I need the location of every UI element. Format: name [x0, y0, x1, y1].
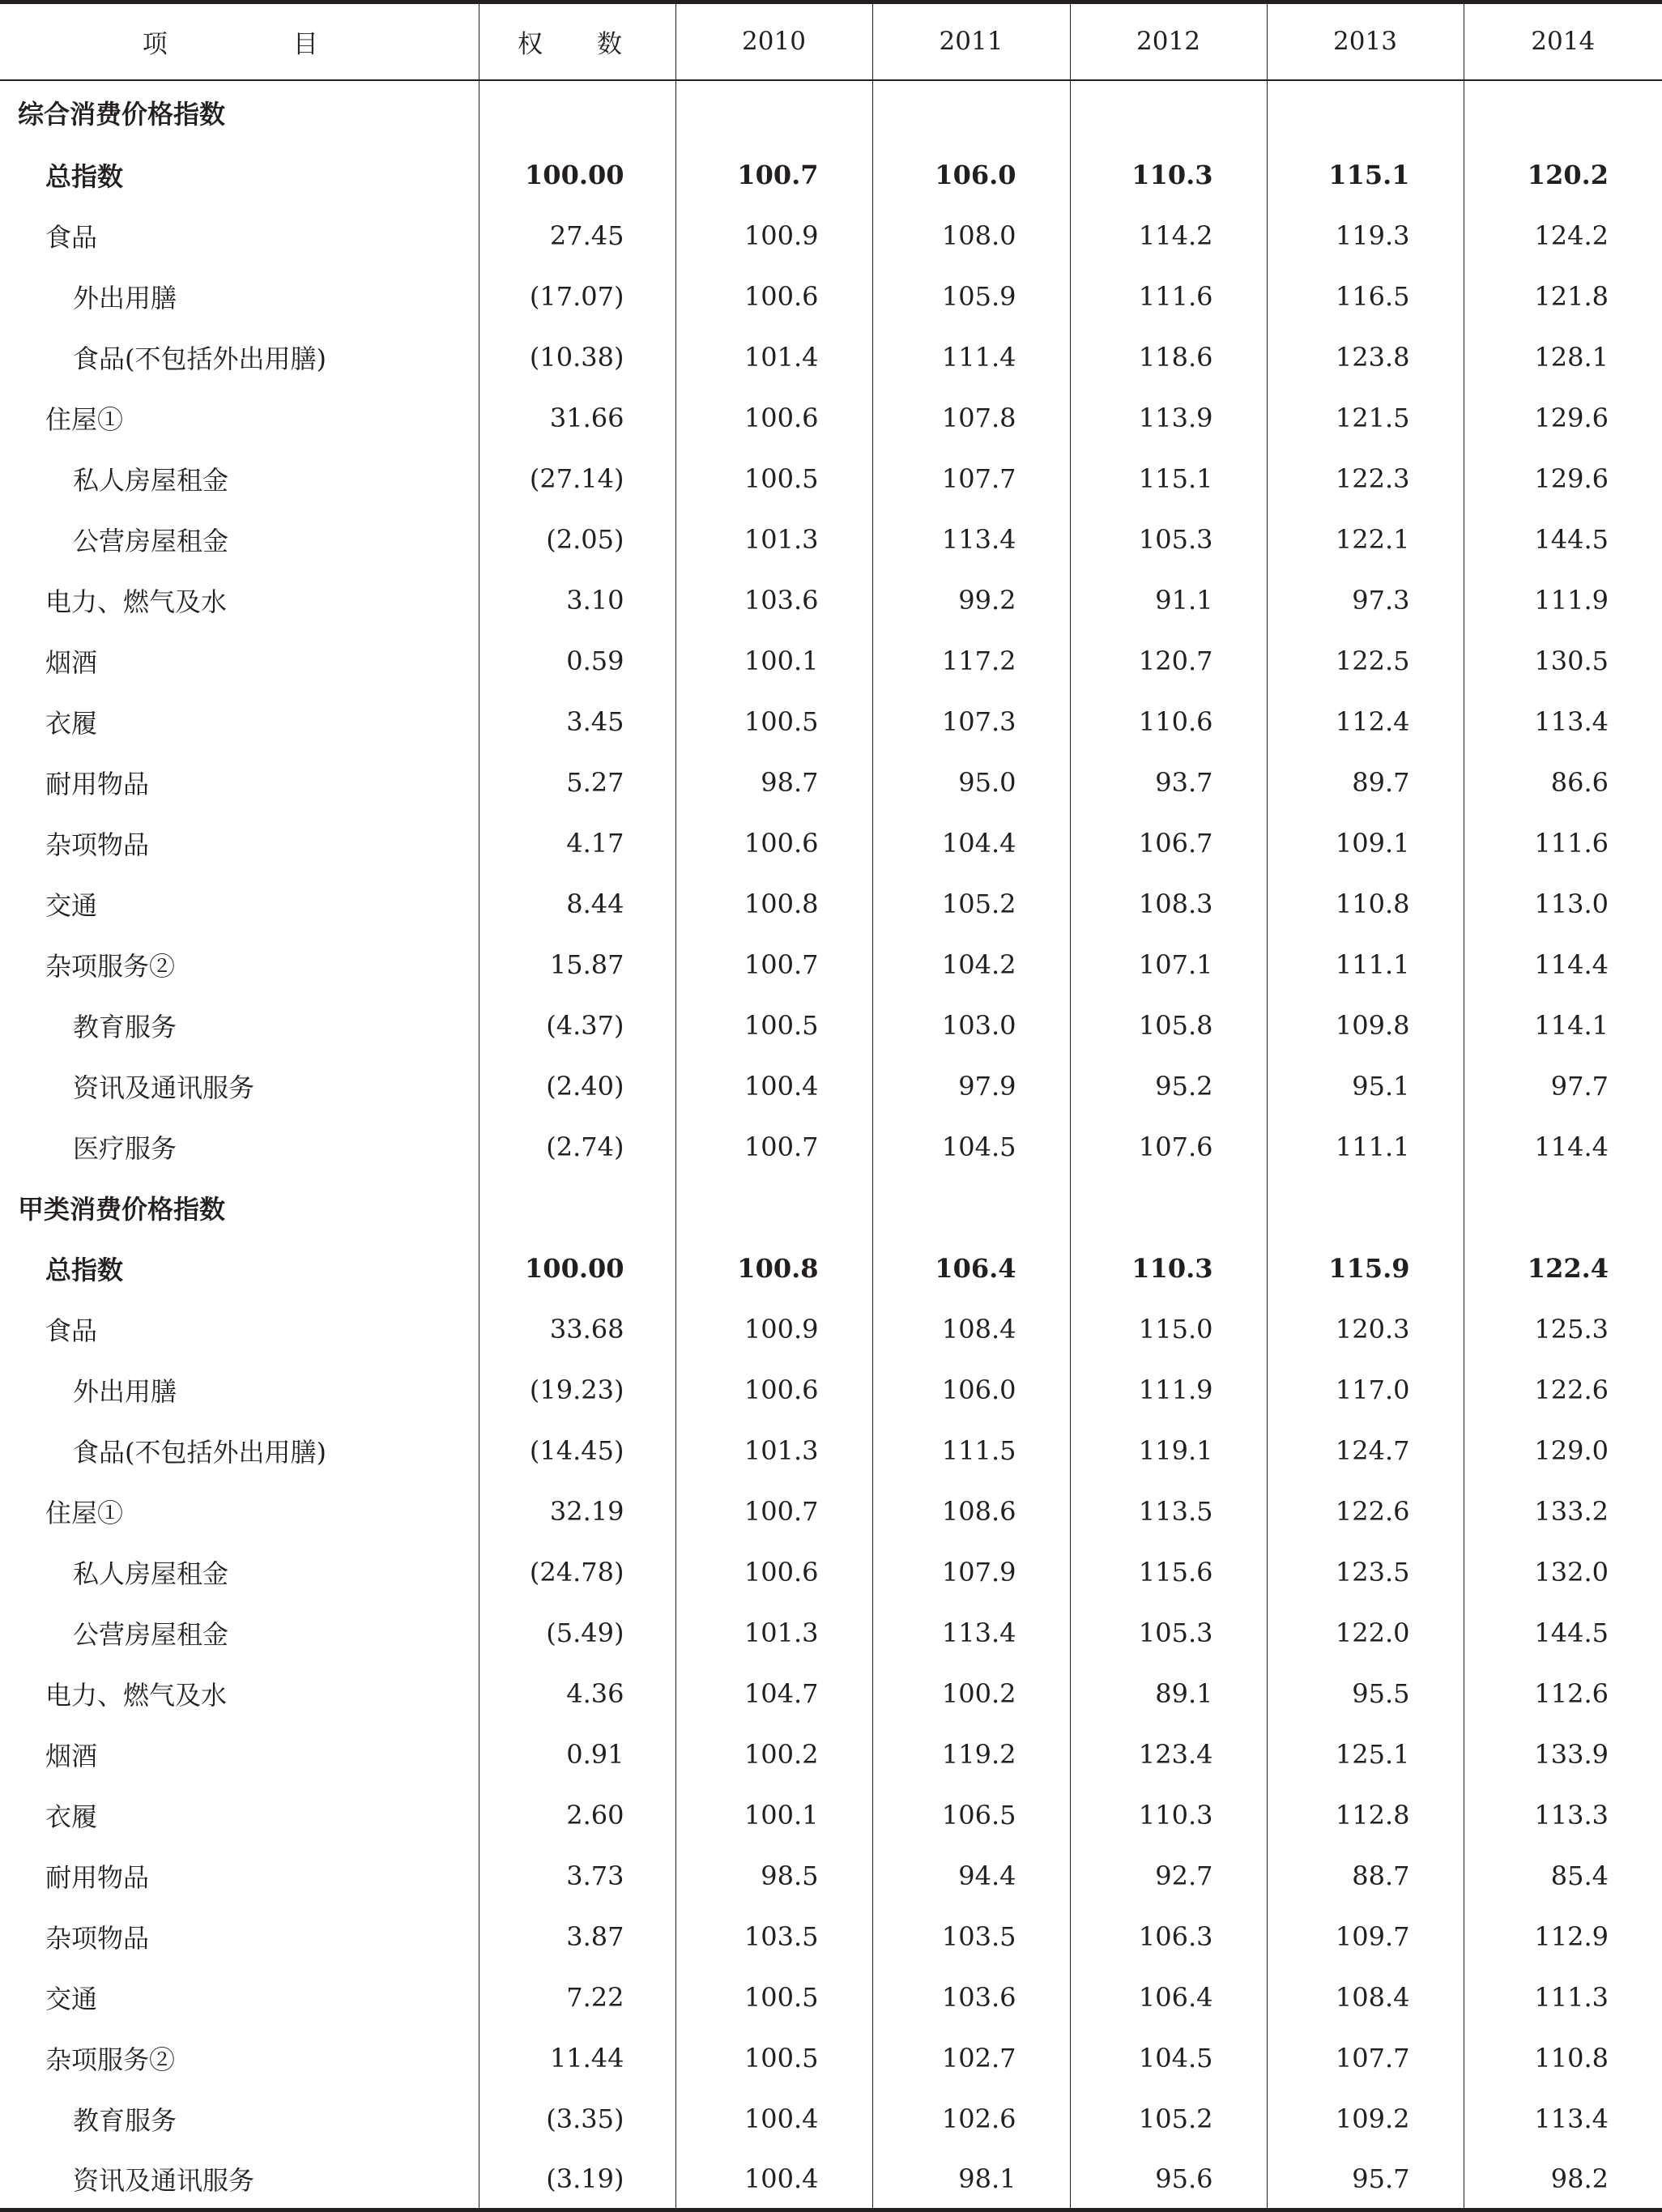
- value-cell-2011: 106.5: [872, 1785, 1070, 1846]
- value-cell-2011: 94.4: [872, 1846, 1070, 1907]
- value-cell-2014: 112.6: [1464, 1664, 1662, 1724]
- value-cell-2013: 95.7: [1267, 2150, 1464, 2210]
- value-cell-2012: [1070, 80, 1267, 145]
- weight-cell: (3.19): [479, 2150, 675, 2210]
- value-cell-2011: 106.0: [872, 1360, 1070, 1421]
- value-cell-2011: 103.6: [872, 1967, 1070, 2028]
- weight-cell: (2.40): [479, 1056, 675, 1117]
- value-cell-2011: 107.3: [872, 692, 1070, 752]
- value-cell-2010: 100.2: [675, 1724, 872, 1785]
- table-row: [0, 2089, 1662, 2150]
- value-cell-2013: 95.1: [1267, 1056, 1464, 1117]
- row-label: 杂项物品: [45, 1923, 150, 1954]
- value-cell-2011: 111.5: [872, 1421, 1070, 1481]
- value-cell-2014: 113.3: [1464, 1785, 1662, 1846]
- value-cell-2011: 117.2: [872, 631, 1070, 692]
- value-cell-2010: 100.5: [675, 449, 872, 509]
- header-year-2010: 2010: [675, 2, 872, 80]
- value-cell-2010: 100.7: [675, 1117, 872, 1178]
- value-cell-2013: 111.1: [1267, 1117, 1464, 1178]
- value-cell-2010: 98.5: [675, 1846, 872, 1907]
- value-cell-2012: 108.3: [1070, 874, 1267, 935]
- value-cell-2011: 103.5: [872, 1907, 1070, 1967]
- table-row: [0, 509, 1662, 570]
- value-cell-2013: 95.5: [1267, 1664, 1464, 1724]
- table-row: [0, 692, 1662, 752]
- header-year-2011: 2011: [872, 2, 1070, 80]
- row-label: 耐用物品: [45, 769, 150, 799]
- value-cell-2014: 85.4: [1464, 1846, 1662, 1907]
- table-row: [0, 874, 1662, 935]
- table-row: [0, 570, 1662, 631]
- value-cell-2012: 110.3: [1070, 1238, 1267, 1299]
- value-cell-2010: 103.5: [675, 1907, 872, 1967]
- value-cell-2010: 100.7: [675, 935, 872, 995]
- value-cell-2011: 102.6: [872, 2089, 1070, 2150]
- value-cell-2014: 114.1: [1464, 995, 1662, 1056]
- weight-cell: 5.27: [479, 752, 675, 813]
- value-cell-2010: 100.5: [675, 1967, 872, 2028]
- value-cell-2011: 105.2: [872, 874, 1070, 935]
- value-cell-2012: 110.3: [1070, 1785, 1267, 1846]
- header-year-2014: 2014: [1464, 2, 1662, 80]
- weight-cell: (19.23): [479, 1360, 675, 1421]
- value-cell-2011: 108.6: [872, 1481, 1070, 1542]
- value-cell-2014: 144.5: [1464, 1603, 1662, 1664]
- value-cell-2013: 124.7: [1267, 1421, 1464, 1481]
- weight-cell: 27.45: [479, 206, 675, 266]
- value-cell-2011: 108.4: [872, 1299, 1070, 1360]
- table-row: [0, 1481, 1662, 1542]
- value-cell-2010: 100.5: [675, 2028, 872, 2089]
- weight-cell: 4.17: [479, 813, 675, 874]
- value-cell-2014: 129.0: [1464, 1421, 1662, 1481]
- value-cell-2013: 112.8: [1267, 1785, 1464, 1846]
- row-label: 食品(不包括外出用膳): [73, 1437, 326, 1468]
- weight-cell: [479, 1178, 675, 1238]
- value-cell-2011: 98.1: [872, 2150, 1070, 2210]
- weight-cell: 0.59: [479, 631, 675, 692]
- weight-cell: (14.45): [479, 1421, 675, 1481]
- value-cell-2014: 113.0: [1464, 874, 1662, 935]
- row-label: 杂项服务②: [45, 951, 176, 982]
- table-row: [0, 145, 1662, 206]
- value-cell-2013: 108.4: [1267, 1967, 1464, 2028]
- value-cell-2010: 101.4: [675, 327, 872, 388]
- row-label: 总指数: [45, 161, 124, 192]
- value-cell-2012: 111.9: [1070, 1360, 1267, 1421]
- value-cell-2010: 104.7: [675, 1664, 872, 1724]
- value-cell-2014: 130.5: [1464, 631, 1662, 692]
- value-cell-2012: [1070, 1178, 1267, 1238]
- value-cell-2014: 111.3: [1464, 1967, 1662, 2028]
- value-cell-2012: 113.5: [1070, 1481, 1267, 1542]
- value-cell-2010: 100.1: [675, 1785, 872, 1846]
- value-cell-2011: 95.0: [872, 752, 1070, 813]
- value-cell-2014: 128.1: [1464, 327, 1662, 388]
- value-cell-2010: 103.6: [675, 570, 872, 631]
- value-cell-2010: [675, 1178, 872, 1238]
- weight-cell: [479, 80, 675, 145]
- value-cell-2010: 100.6: [675, 266, 872, 327]
- table-row: [0, 2150, 1662, 2210]
- row-label: 烟酒: [45, 1741, 98, 1771]
- value-cell-2012: 93.7: [1070, 752, 1267, 813]
- row-label: 电力、燃气及水: [45, 1680, 228, 1711]
- section-row: [0, 80, 1662, 145]
- value-cell-2013: 122.6: [1267, 1481, 1464, 1542]
- row-label: 衣履: [45, 1801, 98, 1832]
- table-row: [0, 1421, 1662, 1481]
- value-cell-2014: 111.6: [1464, 813, 1662, 874]
- value-cell-2011: 104.5: [872, 1117, 1070, 1178]
- value-cell-2012: 115.0: [1070, 1299, 1267, 1360]
- header-item: 项 目: [0, 2, 479, 80]
- value-cell-2012: 89.1: [1070, 1664, 1267, 1724]
- header-year-2012: 2012: [1070, 2, 1267, 80]
- table-row: [0, 631, 1662, 692]
- value-cell-2014: 111.9: [1464, 570, 1662, 631]
- value-cell-2013: 111.1: [1267, 935, 1464, 995]
- weight-cell: 100.00: [479, 145, 675, 206]
- value-cell-2011: 107.9: [872, 1542, 1070, 1603]
- value-cell-2012: 106.3: [1070, 1907, 1267, 1967]
- row-label: 公营房屋租金: [73, 1619, 229, 1650]
- value-cell-2013: 109.8: [1267, 995, 1464, 1056]
- table-row: [0, 1967, 1662, 2028]
- value-cell-2014: 112.9: [1464, 1907, 1662, 1967]
- value-cell-2014: 133.9: [1464, 1724, 1662, 1785]
- value-cell-2014: 110.8: [1464, 2028, 1662, 2089]
- row-label: 杂项服务②: [45, 2044, 176, 2075]
- table-row: [0, 1056, 1662, 1117]
- table-row: [0, 1117, 1662, 1178]
- row-label: 耐用物品: [45, 1862, 150, 1893]
- value-cell-2011: [872, 1178, 1070, 1238]
- weight-cell: (5.49): [479, 1603, 675, 1664]
- header-weight: 权 数: [479, 2, 675, 80]
- weight-cell: 4.36: [479, 1664, 675, 1724]
- weight-cell: 32.19: [479, 1481, 675, 1542]
- value-cell-2012: 115.6: [1070, 1542, 1267, 1603]
- row-label: 电力、燃气及水: [45, 586, 228, 617]
- weight-cell: 100.00: [479, 1238, 675, 1299]
- row-label: 衣履: [45, 708, 98, 739]
- weight-cell: 0.91: [479, 1724, 675, 1785]
- value-cell-2011: 107.8: [872, 388, 1070, 449]
- value-cell-2014: 120.2: [1464, 145, 1662, 206]
- value-cell-2014: [1464, 1178, 1662, 1238]
- table-row: [0, 206, 1662, 266]
- value-cell-2010: 100.1: [675, 631, 872, 692]
- row-label: 交通: [45, 890, 98, 921]
- row-label: 杂项物品: [45, 829, 150, 860]
- value-cell-2010: 100.6: [675, 1542, 872, 1603]
- weight-cell: (2.74): [479, 1117, 675, 1178]
- row-label: 住屋①: [45, 404, 124, 435]
- value-cell-2011: 113.4: [872, 509, 1070, 570]
- value-cell-2012: 114.2: [1070, 206, 1267, 266]
- section-title: 综合消费价格指数: [18, 99, 226, 130]
- value-cell-2012: 110.6: [1070, 692, 1267, 752]
- section-row: [0, 1178, 1662, 1238]
- value-cell-2013: 112.4: [1267, 692, 1464, 752]
- table-row: [0, 1603, 1662, 1664]
- row-label: 私人房屋租金: [73, 1558, 229, 1589]
- value-cell-2012: 95.2: [1070, 1056, 1267, 1117]
- value-cell-2010: 100.6: [675, 1360, 872, 1421]
- weight-cell: 3.10: [479, 570, 675, 631]
- value-cell-2014: 129.6: [1464, 388, 1662, 449]
- table-row: [0, 1846, 1662, 1907]
- value-cell-2013: 122.3: [1267, 449, 1464, 509]
- table-row: [0, 266, 1662, 327]
- value-cell-2012: 123.4: [1070, 1724, 1267, 1785]
- table-row: [0, 1664, 1662, 1724]
- row-label: 资讯及通讯服务: [73, 1072, 255, 1103]
- value-cell-2014: 113.4: [1464, 692, 1662, 752]
- value-cell-2011: 100.2: [872, 1664, 1070, 1724]
- value-cell-2012: 95.6: [1070, 2150, 1267, 2210]
- table-row: [0, 752, 1662, 813]
- value-cell-2012: 120.7: [1070, 631, 1267, 692]
- value-cell-2010: 100.8: [675, 1238, 872, 1299]
- weight-cell: 3.45: [479, 692, 675, 752]
- value-cell-2012: 105.8: [1070, 995, 1267, 1056]
- row-label: 外出用膳: [73, 283, 177, 313]
- value-cell-2013: 107.7: [1267, 2028, 1464, 2089]
- table-body: [0, 80, 1662, 2210]
- value-cell-2013: 119.3: [1267, 206, 1464, 266]
- value-cell-2011: 113.4: [872, 1603, 1070, 1664]
- row-label: 教育服务: [73, 2105, 177, 2136]
- value-cell-2013: 109.1: [1267, 813, 1464, 874]
- weight-cell: 7.22: [479, 1967, 675, 2028]
- value-cell-2013: 117.0: [1267, 1360, 1464, 1421]
- row-label: 食品(不包括外出用膳): [73, 343, 326, 374]
- weight-cell: (27.14): [479, 449, 675, 509]
- value-cell-2012: 113.9: [1070, 388, 1267, 449]
- value-cell-2012: 106.7: [1070, 813, 1267, 874]
- value-cell-2010: 100.4: [675, 2150, 872, 2210]
- value-cell-2011: 105.9: [872, 266, 1070, 327]
- table-row: [0, 1724, 1662, 1785]
- row-label: 外出用膳: [73, 1376, 177, 1407]
- value-cell-2014: [1464, 80, 1662, 145]
- table-row: [0, 1299, 1662, 1360]
- value-cell-2011: 108.0: [872, 206, 1070, 266]
- value-cell-2011: 111.4: [872, 327, 1070, 388]
- value-cell-2011: 97.9: [872, 1056, 1070, 1117]
- value-cell-2010: 100.7: [675, 145, 872, 206]
- value-cell-2013: 122.5: [1267, 631, 1464, 692]
- value-cell-2014: 97.7: [1464, 1056, 1662, 1117]
- value-cell-2014: 124.2: [1464, 206, 1662, 266]
- value-cell-2011: [872, 80, 1070, 145]
- value-cell-2014: 129.6: [1464, 449, 1662, 509]
- row-label: 医疗服务: [73, 1133, 177, 1164]
- weight-cell: (17.07): [479, 266, 675, 327]
- value-cell-2010: 100.7: [675, 1481, 872, 1542]
- value-cell-2011: 104.4: [872, 813, 1070, 874]
- table-row: [0, 995, 1662, 1056]
- weight-cell: 2.60: [479, 1785, 675, 1846]
- value-cell-2012: 107.6: [1070, 1117, 1267, 1178]
- value-cell-2013: 109.2: [1267, 2089, 1464, 2150]
- value-cell-2014: 113.4: [1464, 2089, 1662, 2150]
- value-cell-2011: 119.2: [872, 1724, 1070, 1785]
- value-cell-2012: 119.1: [1070, 1421, 1267, 1481]
- table-row: [0, 935, 1662, 995]
- row-label: 公营房屋租金: [73, 526, 229, 556]
- table-row: [0, 1907, 1662, 1967]
- value-cell-2014: 125.3: [1464, 1299, 1662, 1360]
- table-row: [0, 1360, 1662, 1421]
- value-cell-2013: [1267, 80, 1464, 145]
- row-label: 资讯及通讯服务: [0, 2150, 479, 2210]
- value-cell-2011: 104.2: [872, 935, 1070, 995]
- value-cell-2014: 133.2: [1464, 1481, 1662, 1542]
- row-label: 交通: [45, 1984, 98, 2014]
- value-cell-2013: 109.7: [1267, 1907, 1464, 1967]
- row-label: 私人房屋租金: [73, 465, 229, 496]
- value-cell-2012: 105.2: [1070, 2089, 1267, 2150]
- value-cell-2011: 102.7: [872, 2028, 1070, 2089]
- row-label: 烟酒: [45, 647, 98, 678]
- value-cell-2014: 121.8: [1464, 266, 1662, 327]
- value-cell-2010: [675, 80, 872, 145]
- row-label: 住屋①: [45, 1498, 124, 1528]
- value-cell-2014: 86.6: [1464, 752, 1662, 813]
- value-cell-2010: 100.4: [675, 1056, 872, 1117]
- value-cell-2012: 91.1: [1070, 570, 1267, 631]
- weight-cell: 3.87: [479, 1907, 675, 1967]
- value-cell-2011: 99.2: [872, 570, 1070, 631]
- value-cell-2013: 120.3: [1267, 1299, 1464, 1360]
- value-cell-2010: 100.4: [675, 2089, 872, 2150]
- table-row: [0, 449, 1662, 509]
- weight-cell: 33.68: [479, 1299, 675, 1360]
- value-cell-2013: 116.5: [1267, 266, 1464, 327]
- value-cell-2010: 100.9: [675, 206, 872, 266]
- header-year-2013: 2013: [1267, 2, 1464, 80]
- value-cell-2014: 122.4: [1464, 1238, 1662, 1299]
- weight-cell: 11.44: [479, 2028, 675, 2089]
- value-cell-2012: 111.6: [1070, 266, 1267, 327]
- weight-cell: 3.73: [479, 1846, 675, 1907]
- value-cell-2014: 114.4: [1464, 1117, 1662, 1178]
- value-cell-2012: 105.3: [1070, 509, 1267, 570]
- value-cell-2012: 110.3: [1070, 145, 1267, 206]
- value-cell-2012: 107.1: [1070, 935, 1267, 995]
- value-cell-2010: 100.9: [675, 1299, 872, 1360]
- value-cell-2010: 100.6: [675, 388, 872, 449]
- row-label: 食品: [45, 222, 98, 253]
- table-row: [0, 2028, 1662, 2089]
- weight-cell: (24.78): [479, 1542, 675, 1603]
- value-cell-2013: 110.8: [1267, 874, 1464, 935]
- value-cell-2013: 97.3: [1267, 570, 1464, 631]
- value-cell-2011: 106.0: [872, 145, 1070, 206]
- weight-cell: (3.35): [479, 2089, 675, 2150]
- value-cell-2013: [1267, 1178, 1464, 1238]
- value-cell-2010: 101.3: [675, 509, 872, 570]
- weight-cell: 31.66: [479, 388, 675, 449]
- section-title: 甲类消费价格指数: [18, 1194, 226, 1225]
- value-cell-2010: 100.5: [675, 692, 872, 752]
- value-cell-2013: 89.7: [1267, 752, 1464, 813]
- value-cell-2013: 125.1: [1267, 1724, 1464, 1785]
- value-cell-2014: 114.4: [1464, 935, 1662, 995]
- value-cell-2010: 98.7: [675, 752, 872, 813]
- value-cell-2012: 92.7: [1070, 1846, 1267, 1907]
- weight-cell: (10.38): [479, 327, 675, 388]
- row-label: 教育服务: [73, 1012, 177, 1042]
- value-cell-2013: 122.1: [1267, 509, 1464, 570]
- value-cell-2014: 144.5: [1464, 509, 1662, 570]
- value-cell-2013: 123.8: [1267, 327, 1464, 388]
- value-cell-2010: 101.3: [675, 1421, 872, 1481]
- value-cell-2012: 106.4: [1070, 1967, 1267, 2028]
- value-cell-2013: 115.9: [1267, 1238, 1464, 1299]
- table-row: [0, 813, 1662, 874]
- table-row: [0, 1238, 1662, 1299]
- weight-cell: (4.37): [479, 995, 675, 1056]
- row-label: 总指数: [45, 1255, 124, 1285]
- value-cell-2011: 103.0: [872, 995, 1070, 1056]
- value-cell-2011: 107.7: [872, 449, 1070, 509]
- table-row: [0, 388, 1662, 449]
- value-cell-2013: 122.0: [1267, 1603, 1464, 1664]
- value-cell-2010: 100.6: [675, 813, 872, 874]
- value-cell-2010: 100.5: [675, 995, 872, 1056]
- value-cell-2013: 88.7: [1267, 1846, 1464, 1907]
- value-cell-2012: 115.1: [1070, 449, 1267, 509]
- value-cell-2011: 106.4: [872, 1238, 1070, 1299]
- value-cell-2013: 123.5: [1267, 1542, 1464, 1603]
- value-cell-2014: 132.0: [1464, 1542, 1662, 1603]
- value-cell-2013: 121.5: [1267, 388, 1464, 449]
- value-cell-2010: 100.8: [675, 874, 872, 935]
- value-cell-2014: 98.2: [1464, 2150, 1662, 2210]
- value-cell-2012: 118.6: [1070, 327, 1267, 388]
- weight-cell: 8.44: [479, 874, 675, 935]
- value-cell-2012: 105.3: [1070, 1603, 1267, 1664]
- value-cell-2013: 115.1: [1267, 145, 1464, 206]
- weight-cell: (2.05): [479, 509, 675, 570]
- value-cell-2010: 101.3: [675, 1603, 872, 1664]
- value-cell-2014: 122.6: [1464, 1360, 1662, 1421]
- table-row: [0, 1542, 1662, 1603]
- table-row: [0, 1785, 1662, 1846]
- table-header: [0, 2, 1662, 80]
- value-cell-2012: 104.5: [1070, 2028, 1267, 2089]
- row-label: 食品: [45, 1315, 98, 1346]
- table-row: [0, 327, 1662, 388]
- header-row: [0, 2, 1662, 80]
- weight-cell: 15.87: [479, 935, 675, 995]
